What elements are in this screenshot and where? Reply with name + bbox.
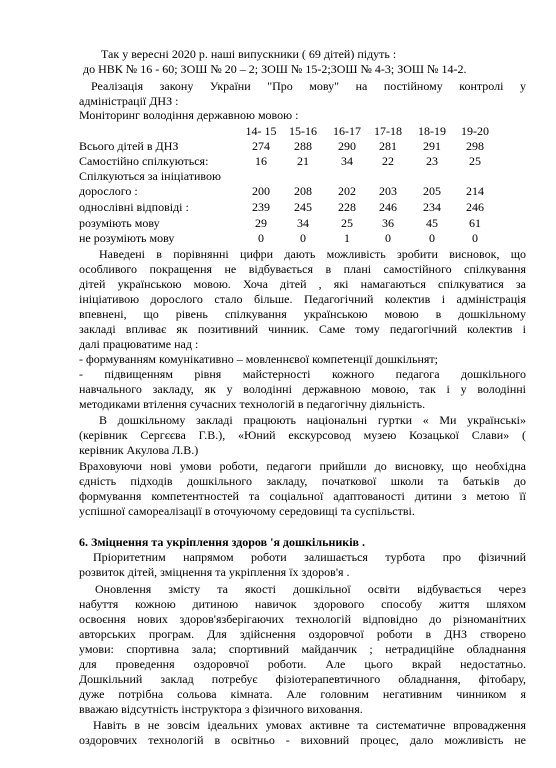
table-cell: 239 [252,200,270,214]
table-cell: 23 [426,154,438,168]
table-cell: 246 [379,200,397,214]
table-cell: 202 [338,184,356,198]
para2-line: В дошкільному закладі працюють національні гуртки « Ми українські» [99,413,526,427]
para1-line: ініціативою дорослого стало більше. Педагогічний колектив і адміністрація [79,292,526,306]
table-cell: 45 [426,216,438,230]
table-cell: 34 [341,154,353,168]
table-cell: 203 [379,184,397,198]
row-label: Спілкуються за ініціативою [79,169,221,183]
table-row [79,169,526,183]
section6-p2-line: для проведення оздоровчої роботи. Але цього вкрай недостатньо. [79,657,526,671]
table-cell: 291 [423,139,441,153]
section6-p2-line: умови: спортивна зала; спортивний майданчик ; нетрадиційне обладнання [79,642,526,656]
table-cell: 290 [338,139,356,153]
section6-p2-line: дуже потрібна сольова кімната. Але головним негативним чинником я [79,687,526,701]
table-cell: 0 [258,231,264,245]
section6-p1-line: Пріоритетним напрямом роботи залишається турбота про фізичний [93,550,526,564]
table-cell: 34 [297,216,309,230]
list-item: методиками втілення сучасних технологій в педагогічну діяльність. [79,397,426,411]
para1-line: дітей українською мовою. Хоча дітей , які намагаються спілкуватися за [79,277,526,291]
section6-p2-line: авторських програм. Для здійснення оздоровчої роботи в ДНЗ створено [79,627,526,641]
table-cell: 245 [294,200,312,214]
para1-line: особливого покращення не відбувається в плані самостійного спілкування [79,262,526,276]
para2-line: (керівник Сергєєва Г.В.), «Юний екскурсовод музею Козацької Слави» ( [79,428,526,442]
row-label: розуміють мову [79,216,160,230]
list-item: - підвищенням рівня майстерності кожного педагога дошкільного [79,367,526,381]
table-cell: 16 [255,154,267,168]
table-cell: 22 [382,154,394,168]
table-cell: 25 [341,216,353,230]
section6-p2-line: вважаю відсутність інструктора з фізичного виховання. [79,702,363,716]
year-header: 17-18 [374,124,402,138]
table-row [79,184,526,198]
table-cell: 208 [294,184,312,198]
table-cell: 228 [338,200,356,214]
table-cell: 274 [252,139,270,153]
list-item: навчального закладу, як у володінні державною мовою, так і у володінні [79,382,526,396]
table-cell: 288 [294,139,312,153]
para2-line: керівник Акулова Л.В.) [79,443,199,457]
intro-line-2: до НВК № 16 - 60; ЗОШ № 20 – 2; ЗОШ № 15-2;ЗОШ № 4-3; ЗОШ № 14-2. [83,62,467,76]
table-cell: 0 [385,231,391,245]
table-cell: 61 [469,216,481,230]
table-cell: 0 [300,231,306,245]
table-cell: 21 [297,154,309,168]
section6-p3-line: Навіть в не зовсім ідеальних умовах активне та систематичне впровадження [93,718,526,732]
list-item: - формуванням комунікативно – мовленнєвої компетенції дошкільнят; [79,352,438,366]
year-header: 18-19 [418,124,446,138]
table-row [79,154,526,168]
table-row [79,139,526,153]
row-label: дорослого : [79,184,138,198]
intro-line-4: адміністрації ДНЗ : [79,94,179,108]
table-cell: 0 [429,231,435,245]
intro-line-1: Так у вересні 2020 р. наші випускники ( 69 дітей) підуть : [101,47,397,61]
para3-line: Враховуючи нові умови роботи, педагоги прийшли до висновку, що необхідна [79,459,526,473]
year-header: 19-20 [461,124,489,138]
row-label: однослівні відповіді : [79,200,189,214]
table-cell: 298 [466,139,484,153]
section6-p2-line: Оновлення змісту та якості дошкільної освіти відбувається через [95,582,526,596]
intro-line-3: Реалізація закону України "Про мову" на постійному контролі у [91,79,526,93]
section6-p2-line: Дошкільний заклад потребує фізіотерапевтичного обладнання, фітобару, [79,672,526,686]
para3-line: єдність підходів дошкільного закладу, початкової школи та батьків до [79,474,526,488]
intro-line-5: Моніторинг володіння державною мовою : [79,108,299,122]
table-cell: 36 [382,216,394,230]
section-heading: 6. Зміцнення та укріплення здоров 'я дошкільників . [79,535,366,549]
para1-line: Наведені в порівнянні цифри дають можливість зробити висновок, що [99,247,526,261]
table-row [79,200,526,214]
table-cell: 281 [379,139,397,153]
table-cell: 246 [466,200,484,214]
year-header: 15-16 [289,124,317,138]
row-label: Всього дітей в ДНЗ [79,139,179,153]
table-row [79,231,526,245]
table-cell: 200 [252,184,270,198]
table-cell: 205 [423,184,441,198]
section6-p2-line: освоєння нових здоров'язберігаючих технологій відповідно до різноманітних [79,612,526,626]
section6-p2-line: набуття кожною дитиною навичок здорового способу життя шляхом [79,597,526,611]
table-cell: 0 [472,231,478,245]
row-label: не розуміють мову [79,231,175,245]
table-row [79,216,526,230]
table-cell: 234 [423,200,441,214]
para1-line: закладі впливає як позитивний чинник. Саме тому педагогічний колектив і [79,322,526,336]
table-cell: 29 [255,216,267,230]
row-label: Самостійно спілкуються: [79,154,209,168]
table-cell: 1 [344,231,350,245]
table-cell: 25 [469,154,481,168]
para3-line: успішної самореалізації в оточуючому середовищі та суспільстві. [79,504,415,518]
year-header: 16-17 [333,124,361,138]
section6-p1-line: розвиток дітей, зміцнення та укріплення їх здоров'я . [79,565,350,579]
para3-line: формування компетентностей та соціальної адаптованості дитини з метою її [79,489,526,503]
table-cell: 214 [466,184,484,198]
para1-line: впевнені, що рівень спілкування українською мовою в дошкільному [79,307,526,321]
table-header-row [79,124,526,138]
section6-p3-line: оздоровчих технологій в освітньо - виховний процес, дало можливість не [79,733,526,747]
para1-line: далі працюватиме над : [79,337,199,351]
year-header: 14- 15 [245,124,277,138]
